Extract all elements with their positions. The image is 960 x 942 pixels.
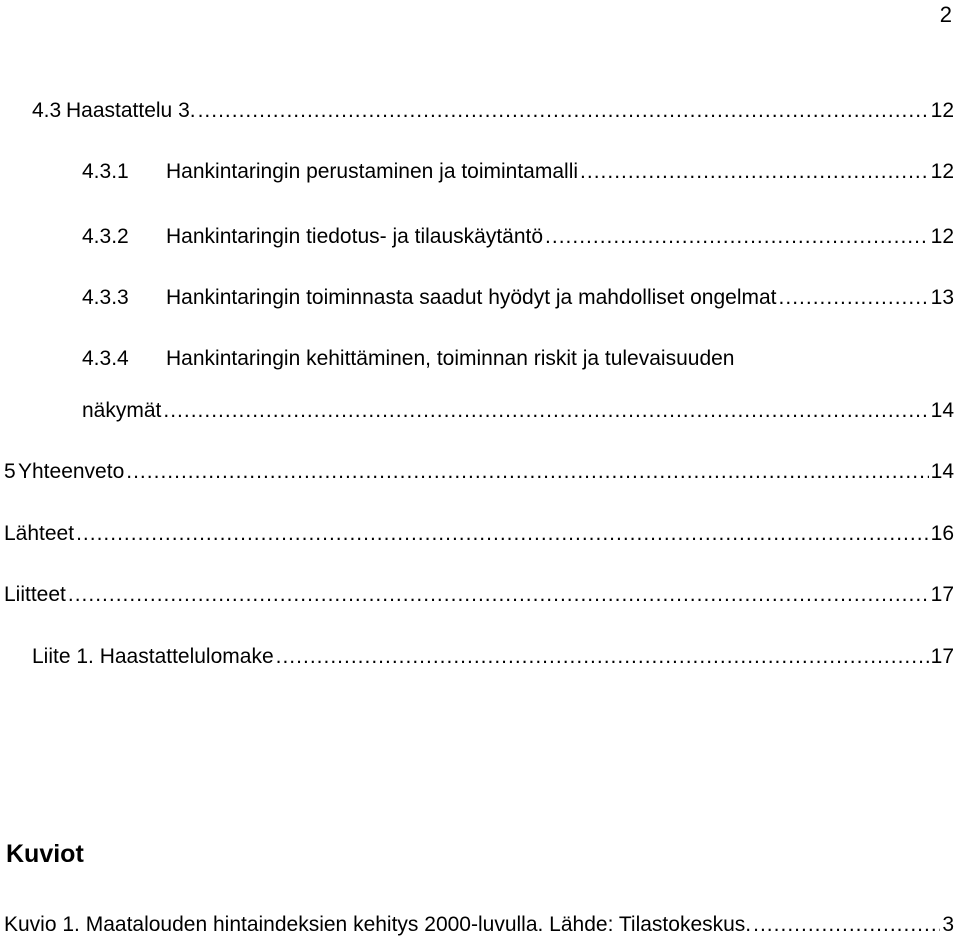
toc-leader-dots: [68, 580, 929, 610]
toc-entry[interactable]: [0, 96, 960, 126]
toc-entry-number: 4.3.1: [82, 160, 129, 183]
toc-entry-number: 4.3: [32, 99, 62, 122]
toc-leader-dots: [580, 157, 929, 187]
toc-entry-title: Hankintaringin perustaminen ja toimintamalli: [166, 160, 579, 183]
toc-entry-title: Yhteenveto: [18, 460, 125, 483]
figure-entry-title: Kuvio 1. Maatalouden hintaindeksien kehitys 2000-luvulla. Lähde: Tilastokeskus.: [4, 913, 752, 936]
toc-entry[interactable]: [0, 457, 960, 487]
toc-entry-number: 4.3.2: [82, 225, 129, 248]
toc-entry[interactable]: [0, 580, 960, 610]
toc-entry-number: 5: [4, 460, 16, 483]
toc-entry-continuation[interactable]: [0, 396, 960, 426]
toc-entry-page: 17: [930, 645, 954, 668]
toc-leader-dots: [126, 457, 928, 487]
toc-entry[interactable]: [0, 157, 960, 187]
toc-entry[interactable]: [0, 222, 960, 252]
toc-leader-dots: [753, 910, 940, 940]
figures-heading: Kuviot: [6, 840, 84, 868]
toc-entry-page: 14: [930, 399, 954, 422]
toc-entry-page: 12: [930, 99, 954, 122]
toc-entry-page: 13: [930, 286, 954, 309]
toc-entry-number: 4.3.4: [82, 347, 129, 370]
toc-entry-title: Liitteet: [4, 583, 66, 606]
toc-entry-title: Liite 1. Haastattelulomake: [32, 645, 274, 668]
toc-entry-page: 16: [930, 522, 954, 545]
toc-leader-dots: [163, 396, 928, 426]
toc-entry-title: Haastattelu 3.: [66, 99, 196, 122]
toc-entry[interactable]: [0, 642, 960, 672]
page-number: 2: [939, 2, 952, 27]
toc-entry-title: näkymät: [82, 399, 162, 422]
toc-leader-dots: [198, 96, 929, 126]
toc-entry-title: Hankintaringin kehittäminen, toiminnan riskit ja tulevaisuuden: [166, 347, 735, 370]
toc-entry[interactable]: [0, 519, 960, 549]
figure-entry-page: 3: [942, 913, 954, 936]
toc-leader-dots: [76, 519, 929, 549]
toc-entry-title: Lähteet: [4, 522, 75, 545]
toc-entry-page: 14: [930, 460, 954, 483]
toc-entry-wrapped[interactable]: [82, 344, 734, 374]
toc-entry-title: Hankintaringin tiedotus- ja tilauskäytäntö: [166, 225, 544, 248]
toc-entry[interactable]: [0, 283, 960, 313]
toc-leader-dots: [545, 222, 929, 252]
toc-leader-dots: [276, 642, 929, 672]
figure-entry[interactable]: [0, 910, 960, 940]
toc-leader-dots: [779, 283, 929, 313]
toc-entry-page: 12: [930, 225, 954, 248]
toc-entry-page: 17: [930, 583, 954, 606]
toc-entry-page: 12: [930, 160, 954, 183]
toc-entry-number: 4.3.3: [82, 286, 129, 309]
toc-entry-title: Hankintaringin toiminnasta saadut hyödyt ja mahdolliset ongelmat: [166, 286, 777, 309]
